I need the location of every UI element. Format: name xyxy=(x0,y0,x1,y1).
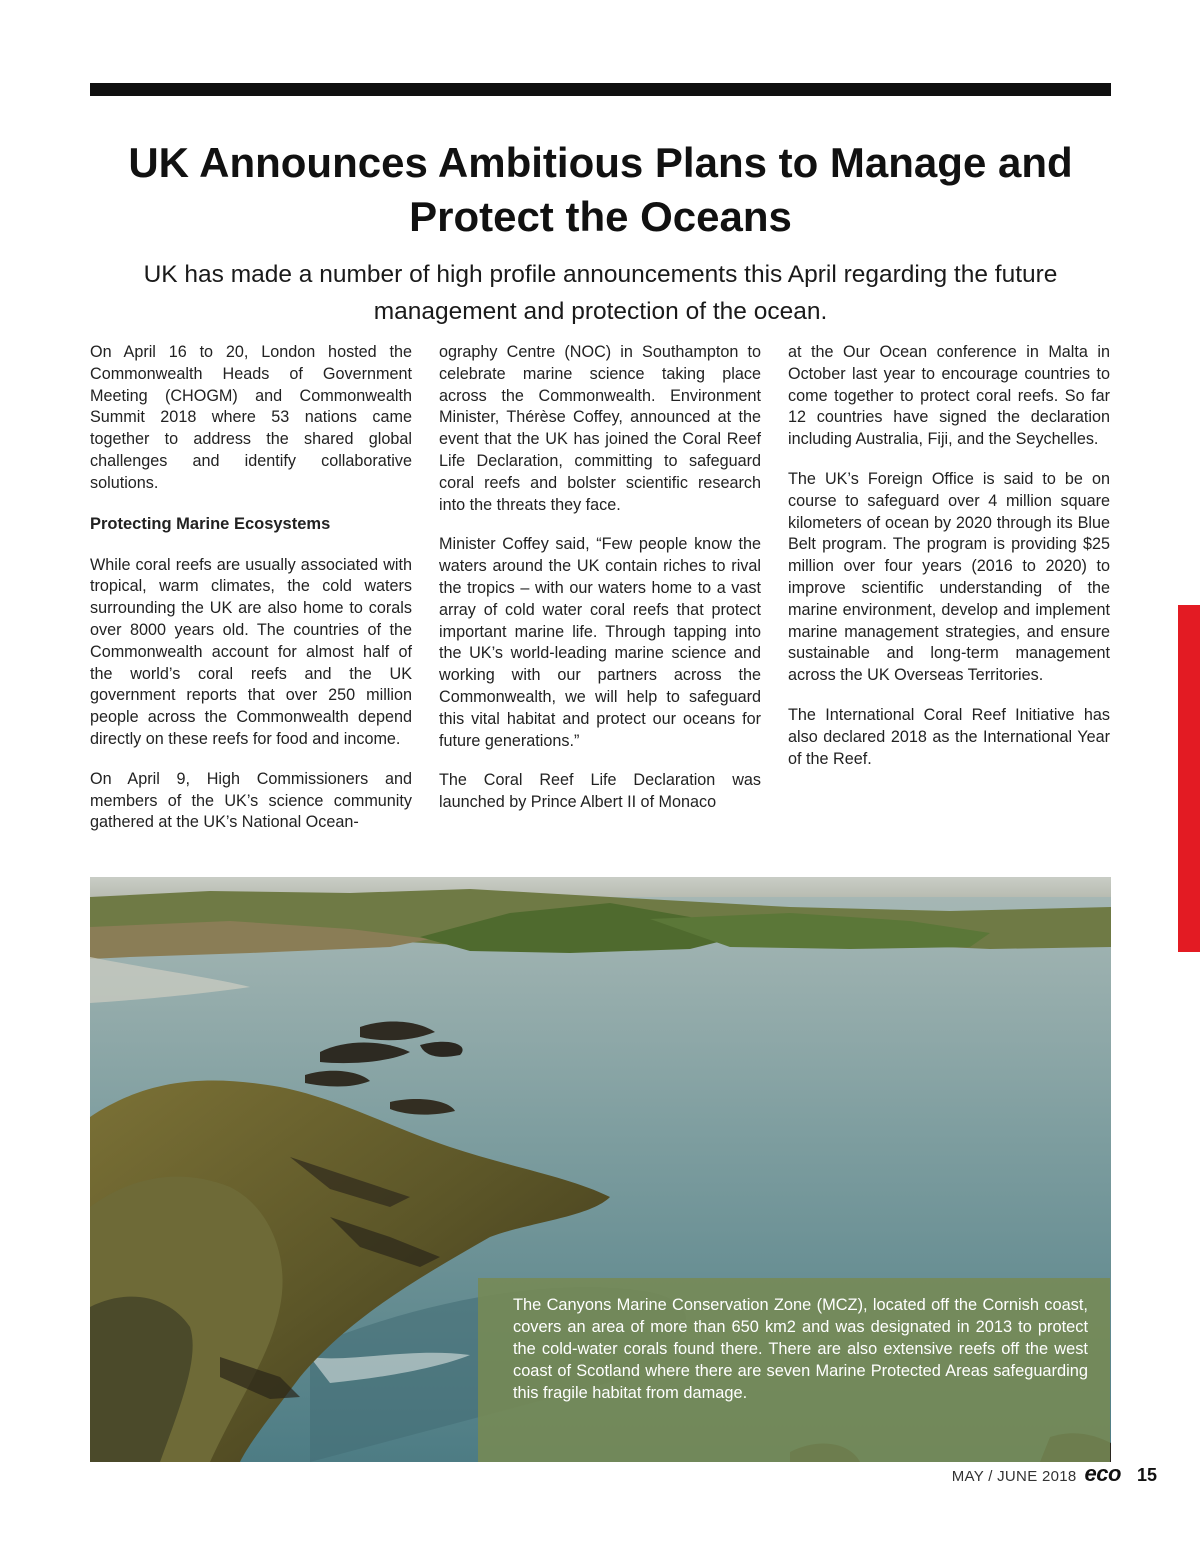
headline: UK Announces Ambitious Plans to Manage and Protect the Oceans xyxy=(128,139,1073,240)
page-footer xyxy=(952,1461,1157,1487)
issue-date: MAY / JUNE 2018 xyxy=(951,1468,1077,1485)
paragraph: While coral reefs are usually associated with tropical, warm climates, the cold waters surrounding the UK are also home to corals over 8000 years old. The countries of the Commonwealth account for almost half of the world’s coral reefs and the UK government reports that over 250 million people across the Commonwealth depend directly on these reefs for food and income. xyxy=(90,555,412,748)
paragraph: The Coral Reef Life Declaration was launched by Prince Albert II of Monaco xyxy=(439,771,761,812)
paragraph: On April 9, High Commissioners and members of the UK’s science community gathered at the UK’s National Ocean- xyxy=(90,769,412,832)
paragraph: Minister Coffey said, “Few people know the waters around the UK contain riches to rival the tropics – with our waters home to a vast array of cold water coral reefs that protect important marine life. Through tapping into the UK’s world-leading marine science and working with our partners across the Commonwealth, we will help to safeguard this vital habitat and protect our oceans for future generations.” xyxy=(439,535,761,750)
section-tab-marker xyxy=(1178,605,1200,952)
page-number: 15 xyxy=(1136,1465,1157,1485)
photo-caption: The Canyons Marine Conservation Zone (MCZ), located off the Cornish coast, covers an area of more than 650 km2 and was designated in 2013 to protect the cold-water corals found there. There are also extensive reefs off the west coast of Scotland where there are seven Marine Protected Areas safeguarding this fragile habitat from damage. xyxy=(478,1278,1110,1462)
article-column-2 xyxy=(439,342,761,832)
paragraph: The International Coral Reef Initiative has also declared 2018 as the International Year of the Reef. xyxy=(788,705,1110,768)
top-rule xyxy=(90,83,1111,96)
coastline-photo xyxy=(90,877,1111,1462)
magazine-logo: eco xyxy=(1084,1461,1121,1486)
paragraph: at the Our Ocean conference in Malta in October last year to encourage countries to come together to protect coral reefs. So far 12 countries have signed the declaration including Australia, Fiji, and the Seychelles. xyxy=(788,343,1110,449)
article-column-3 xyxy=(788,342,1110,788)
section-subhead: Protecting Marine Ecosystems xyxy=(90,514,331,533)
paragraph: On April 16 to 20, London hosted the Commonwealth Heads of Government Meeting (CHOGM) and Commonwealth Summit 2018 where 53 nations came together to address the shared global challenges and identify collaborative solutions. xyxy=(90,343,412,492)
paragraph: The UK’s Foreign Office is said to be on course to safeguard over 4 million square kilometers of ocean by 2020 through its Blue Belt program. The program is providing $25 million over four years (2016 to 2020) to improve scientific understanding of the marine environment, develop and implement marine management strategies, and ensure sustainable and long-term management across the UK Overseas Territories. xyxy=(788,469,1110,685)
article-column-1 xyxy=(90,342,412,852)
deck-subtitle: UK has made a number of high profile announcements this April regarding the future management and protection of the ocean. xyxy=(143,261,1058,325)
paragraph: ography Centre (NOC) in Southampton to celebrate marine science taking place across the Commonwealth. Environment Minister, Thérèse Coffey, announced at the event that the UK has joined the Coral Reef Life Declaration, committing to safeguard coral reefs and bolster scientific research into the threats they face. xyxy=(439,343,761,514)
